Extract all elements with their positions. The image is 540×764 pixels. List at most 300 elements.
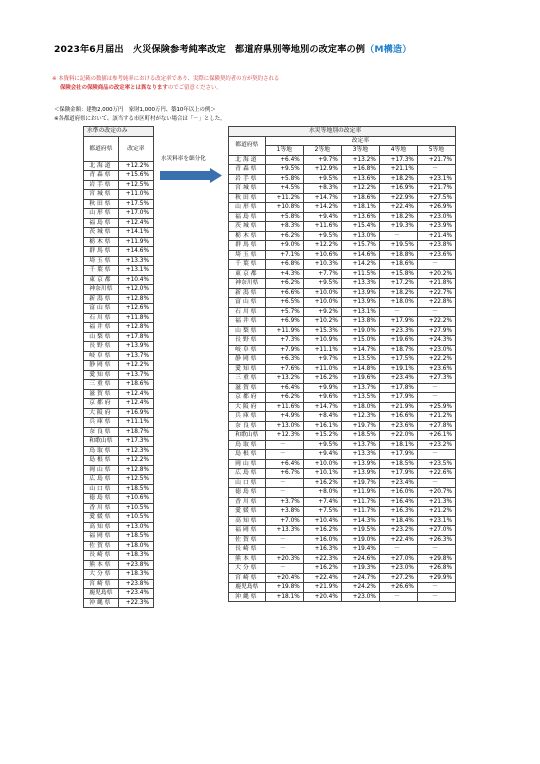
grade-rate-cell: +13.6% — [341, 174, 379, 184]
pref-cell: 大阪府 — [229, 402, 266, 412]
grade-rate-cell: +23.4% — [379, 374, 417, 384]
base-rate-cell: +10.6% — [118, 494, 153, 504]
pref-cell: 栃木県 — [229, 231, 266, 241]
pref-cell: 北海道 — [84, 161, 119, 171]
pref-cell: 青森県 — [229, 165, 266, 175]
base-rate-cell: +22.3% — [118, 598, 153, 608]
grade-rate-cell: +13.1% — [341, 307, 379, 317]
grade-rate-cell: +17.2% — [379, 279, 417, 289]
grade-rate-cell: +7.5% — [303, 507, 341, 517]
grade-rate-cell: +13.9% — [341, 459, 379, 469]
grade-rate-cell: +16.0% — [379, 488, 417, 498]
grade-rate-cell: － — [417, 260, 455, 270]
right-col-pref: 都道府県 — [229, 136, 266, 155]
base-rate-cell: +12.3% — [118, 446, 153, 456]
grade-rate-cell: +18.7% — [379, 345, 417, 355]
grade-rate-cell: +20.4% — [265, 573, 303, 583]
grade-rate-cell: +23.1% — [417, 516, 455, 526]
grade-rate-cell: +13.3% — [265, 526, 303, 536]
table-row — [84, 332, 154, 342]
grade-rate-cell: +11.5% — [341, 269, 379, 279]
table-row — [229, 317, 456, 327]
grade-rate-cell: +19.6% — [379, 336, 417, 346]
grade-rate-cell: +25.9% — [417, 402, 455, 412]
grade-rate-cell: +10.0% — [303, 298, 341, 308]
grade-rate-cell: +16.6% — [379, 412, 417, 422]
grade-rate-cell: +9.9% — [303, 383, 341, 393]
pref-cell: 長崎県 — [229, 545, 266, 555]
grade-header: 4等地 — [379, 146, 417, 156]
grade-rate-cell: +22.4% — [303, 573, 341, 583]
grade-rate-cell: +6.6% — [265, 288, 303, 298]
grade-rate-cell: － — [265, 535, 303, 545]
grade-rate-cell: +11.0% — [303, 364, 341, 374]
pref-cell: 山梨県 — [84, 332, 119, 342]
table-row — [84, 399, 154, 409]
grade-rate-cell: +6.7% — [265, 469, 303, 479]
pref-cell: 和歌山県 — [229, 431, 266, 441]
grade-rate-cell: +6.2% — [265, 231, 303, 241]
pref-cell: 福井県 — [229, 317, 266, 327]
pref-cell: 兵庫県 — [84, 418, 119, 428]
table-row — [229, 469, 456, 479]
pref-cell: 岡山県 — [229, 459, 266, 469]
grade-rate-cell: +11.2% — [265, 193, 303, 203]
right-table-caption: 水災等地別の改定率 — [229, 127, 456, 137]
table-row — [84, 589, 154, 599]
table-row — [229, 355, 456, 365]
grade-rate-cell: +9.5% — [303, 174, 341, 184]
grade-rate-cell: +20.3% — [265, 554, 303, 564]
table-row — [84, 161, 154, 171]
grade-rate-cell: +22.3% — [303, 554, 341, 564]
grade-rate-cell: +13.7% — [341, 383, 379, 393]
grade-rate-cell: +10.2% — [303, 317, 341, 327]
grade-rate-cell: +19.0% — [341, 326, 379, 336]
table-row — [84, 532, 154, 542]
note-rest: のでご留意ください。 — [167, 85, 222, 91]
grade-rate-cell: +23.0% — [417, 345, 455, 355]
pref-cell: 島根県 — [84, 456, 119, 466]
grade-rate-cell: +22.0% — [379, 431, 417, 441]
grade-rate-cell: +23.4% — [379, 478, 417, 488]
table-row — [229, 545, 456, 555]
table-row — [229, 336, 456, 346]
grade-rate-cell: +9.6% — [303, 393, 341, 403]
grade-rate-cell: +26.1% — [417, 431, 455, 441]
grade-header: 1等地 — [265, 146, 303, 156]
note-line-2 — [60, 83, 222, 91]
grade-rate-cell: +7.0% — [265, 516, 303, 526]
grade-rate-cell: +13.3% — [341, 279, 379, 289]
pref-cell: 福井県 — [84, 323, 119, 333]
table-row — [229, 326, 456, 336]
right-arrow-icon — [160, 168, 222, 183]
base-rate-cell: +12.4% — [118, 389, 153, 399]
grade-rate-cell: +6.2% — [265, 393, 303, 403]
base-rate-cell: +12.5% — [118, 475, 153, 485]
grade-rate-cell: +13.5% — [341, 355, 379, 365]
grade-rate-cell: +22.2% — [417, 317, 455, 327]
table-row — [84, 361, 154, 371]
grade-rate-cell: +11.7% — [341, 507, 379, 517]
grade-rate-cell: +16.3% — [379, 507, 417, 517]
grade-rate-cell: +18.5% — [341, 431, 379, 441]
pref-cell: 東京都 — [84, 275, 119, 285]
pref-cell: 大分県 — [229, 564, 266, 574]
base-rate-cell: +12.2% — [118, 161, 153, 171]
grade-rate-cell: +11.9% — [341, 488, 379, 498]
table-row — [229, 307, 456, 317]
grade-rate-cell: +27.0% — [417, 526, 455, 536]
grade-rate-cell: +14.8% — [341, 364, 379, 374]
grade-rate-cell: +7.9% — [265, 345, 303, 355]
left-col-pref: 都道府県 — [84, 136, 119, 161]
grade-rate-cell: +21.8% — [417, 279, 455, 289]
grade-rate-cell: +11.9% — [265, 326, 303, 336]
table-row — [229, 212, 456, 222]
grade-rate-cell: +16.8% — [341, 165, 379, 175]
grade-rate-cell: +7.7% — [303, 269, 341, 279]
grade-rate-cell: +9.5% — [303, 440, 341, 450]
grade-rate-cell: +17.9% — [379, 469, 417, 479]
table-row — [229, 592, 456, 602]
table-row — [229, 583, 456, 593]
pref-cell: 愛知県 — [229, 364, 266, 374]
table-row — [229, 193, 456, 203]
base-rate-cell: +12.0% — [118, 285, 153, 295]
grade-rate-cell: +21.7% — [417, 184, 455, 194]
table-row — [84, 285, 154, 295]
table-row — [84, 427, 154, 437]
base-rate-cell: +23.8% — [118, 560, 153, 570]
table-row — [84, 570, 154, 580]
table-row — [84, 180, 154, 190]
pref-cell: 長崎県 — [84, 551, 119, 561]
base-rate-cell: +17.0% — [118, 209, 153, 219]
grade-rate-cell: +23.0% — [417, 212, 455, 222]
table-row — [84, 190, 154, 200]
table-row — [229, 554, 456, 564]
grade-header: 5等地 — [417, 146, 455, 156]
grade-rate-cell: +27.8% — [417, 421, 455, 431]
pref-cell: 山形県 — [229, 203, 266, 213]
grade-rate-cell: +21.1% — [379, 165, 417, 175]
grade-rate-cell: +24.6% — [341, 554, 379, 564]
table-row — [84, 313, 154, 323]
pref-cell: 佐賀県 — [84, 541, 119, 551]
pref-cell: 香川県 — [84, 503, 119, 513]
page-title — [54, 41, 412, 55]
grade-rate-cell: +9.5% — [265, 165, 303, 175]
grade-rate-cell: +19.4% — [341, 545, 379, 555]
pref-cell: 愛知県 — [84, 370, 119, 380]
pref-cell: 岐阜県 — [84, 351, 119, 361]
pref-cell: 群馬県 — [229, 241, 266, 251]
pref-cell: 青森県 — [84, 171, 119, 181]
grade-rate-cell: +20.7% — [417, 488, 455, 498]
grade-rate-cell: +18.4% — [379, 516, 417, 526]
base-rate-cell: +18.6% — [118, 380, 153, 390]
base-rate-table — [83, 126, 154, 608]
grade-rate-cell: － — [265, 564, 303, 574]
table-row — [84, 304, 154, 314]
grade-rate-cell: +22.6% — [417, 469, 455, 479]
grade-rate-cell: +15.2% — [303, 431, 341, 441]
grade-rate-cell: +7.3% — [265, 336, 303, 346]
grade-rate-cell: +13.3% — [341, 450, 379, 460]
table-row — [84, 256, 154, 266]
base-rate-cell: +12.5% — [118, 180, 153, 190]
pref-cell: 高知県 — [229, 516, 266, 526]
grade-rate-cell: +17.5% — [379, 355, 417, 365]
table-row — [229, 497, 456, 507]
table-row — [229, 440, 456, 450]
pref-cell: 徳島県 — [84, 494, 119, 504]
grade-rate-cell: +22.4% — [379, 203, 417, 213]
grade-rate-cell: +19.5% — [341, 526, 379, 536]
grade-rate-cell: +19.7% — [341, 421, 379, 431]
grade-rate-cell: +22.2% — [417, 355, 455, 365]
pref-cell: 千葉県 — [84, 266, 119, 276]
grade-rate-cell: +14.7% — [303, 193, 341, 203]
table-row — [84, 446, 154, 456]
pref-cell: 兵庫県 — [229, 412, 266, 422]
grade-rate-cell: +22.4% — [379, 535, 417, 545]
pref-cell: 沖縄県 — [84, 598, 119, 608]
grade-rate-cell: +23.5% — [417, 459, 455, 469]
base-rate-cell: +18.5% — [118, 484, 153, 494]
grade-rate-cell: +21.4% — [417, 231, 455, 241]
table-row — [229, 165, 456, 175]
pref-cell: 徳島県 — [229, 488, 266, 498]
grade-rate-cell: +13.9% — [341, 469, 379, 479]
grade-rate-cell: +13.0% — [341, 231, 379, 241]
grade-rate-cell: － — [417, 393, 455, 403]
grade-rate-cell: +14.2% — [341, 260, 379, 270]
base-rate-cell: +13.0% — [118, 522, 153, 532]
grade-rate-cell: +18.2% — [379, 288, 417, 298]
base-rate-cell: +14.1% — [118, 228, 153, 238]
pref-cell: 沖縄県 — [229, 592, 266, 602]
table-row — [229, 241, 456, 251]
grade-rate-cell: － — [417, 545, 455, 555]
grade-rate-cell: +22.8% — [417, 298, 455, 308]
table-row — [84, 294, 154, 304]
grade-rate-cell: +20.2% — [417, 269, 455, 279]
pref-cell: 東京都 — [229, 269, 266, 279]
pref-cell: 香川県 — [229, 497, 266, 507]
grade-rate-cell: +6.4% — [265, 459, 303, 469]
grade-rate-cell: +29.8% — [417, 554, 455, 564]
table-row — [84, 437, 154, 447]
grade-rate-cell: +19.3% — [379, 222, 417, 232]
base-rate-cell: +18.3% — [118, 551, 153, 561]
grade-rate-cell: +26.6% — [379, 583, 417, 593]
base-rate-cell: +12.4% — [118, 218, 153, 228]
grade-rate-cell: +19.1% — [379, 364, 417, 374]
base-rate-cell: +12.2% — [118, 361, 153, 371]
grade-rate-cell: +26.9% — [417, 203, 455, 213]
grade-rate-cell: +13.7% — [341, 440, 379, 450]
grade-rate-cell: +4.3% — [265, 269, 303, 279]
grade-rate-cell: +11.1% — [303, 345, 341, 355]
grade-rate-cell: +16.2% — [303, 374, 341, 384]
grade-rate-cell: +17.8% — [379, 383, 417, 393]
grade-rate-cell: － — [417, 583, 455, 593]
pref-cell: 静岡県 — [84, 361, 119, 371]
base-rate-cell: +16.9% — [118, 408, 153, 418]
table-row — [84, 579, 154, 589]
grade-rate-cell: +4.9% — [265, 412, 303, 422]
table-row — [229, 516, 456, 526]
left-table-caption: 水準の改定のみ — [84, 127, 154, 137]
grade-rate-cell: +21.3% — [417, 497, 455, 507]
grade-rate-cell: +9.5% — [303, 231, 341, 241]
grade-rate-cell: +23.2% — [379, 526, 417, 536]
grade-rate-cell: +15.4% — [341, 222, 379, 232]
grade-rate-cell: － — [379, 307, 417, 317]
grade-rate-cell: － — [265, 478, 303, 488]
pref-cell: 鳥取県 — [84, 446, 119, 456]
table-row — [84, 199, 154, 209]
pref-cell: 高知県 — [84, 522, 119, 532]
grade-rate-cell: +21.9% — [303, 583, 341, 593]
grade-rate-cell: +21.7% — [417, 155, 455, 165]
pref-cell: 埼玉県 — [229, 250, 266, 260]
grade-rate-cell: +17.9% — [379, 450, 417, 460]
grade-rate-cell: +13.9% — [341, 298, 379, 308]
grade-rate-cell: +17.9% — [379, 317, 417, 327]
grade-rate-cell: +14.6% — [341, 250, 379, 260]
table-row — [229, 564, 456, 574]
table-row — [84, 389, 154, 399]
table-row — [84, 456, 154, 466]
table-row — [229, 383, 456, 393]
table-row — [84, 484, 154, 494]
base-rate-cell: +18.7% — [118, 427, 153, 437]
pref-cell: 奈良県 — [84, 427, 119, 437]
grade-rate-cell: +24.3% — [417, 336, 455, 346]
pref-cell: 三重県 — [229, 374, 266, 384]
pref-cell: 三重県 — [84, 380, 119, 390]
base-rate-cell: +12.8% — [118, 465, 153, 475]
grade-rate-cell: +27.9% — [417, 326, 455, 336]
pref-cell: 愛媛県 — [229, 507, 266, 517]
grade-rate-cell: +23.0% — [341, 592, 379, 602]
grade-rate-cell: － — [417, 383, 455, 393]
grade-rate-cell: +20.4% — [303, 592, 341, 602]
grade-rate-cell: +26.8% — [417, 564, 455, 574]
grade-rate-cell: +13.2% — [265, 374, 303, 384]
grade-rate-cell: － — [417, 478, 455, 488]
grade-rate-cell: +24.2% — [341, 583, 379, 593]
grade-rate-cell: +16.1% — [303, 421, 341, 431]
grade-rate-cell: +21.9% — [379, 402, 417, 412]
grade-rate-cell: － — [417, 307, 455, 317]
grade-rate-cell: +18.6% — [341, 193, 379, 203]
table-row — [84, 342, 154, 352]
note-bold: 保険会社の保険商品の改定率とは異なります — [60, 85, 168, 91]
pref-cell: 石川県 — [229, 307, 266, 317]
grade-rate-cell: +19.7% — [341, 478, 379, 488]
pref-cell: 滋賀県 — [84, 389, 119, 399]
grade-header: 2等地 — [303, 146, 341, 156]
table-row — [84, 513, 154, 523]
pref-cell: 長野県 — [229, 336, 266, 346]
grade-rate-cell: +18.0% — [341, 402, 379, 412]
table-row — [84, 598, 154, 608]
pref-cell: 山口県 — [84, 484, 119, 494]
grade-rate-cell: +21.2% — [417, 507, 455, 517]
grade-rate-cell: +27.3% — [417, 374, 455, 384]
grade-rate-cell: － — [265, 450, 303, 460]
pref-cell: 宮城県 — [84, 190, 119, 200]
base-rate-cell: +15.6% — [118, 171, 153, 181]
grade-rate-cell: +6.9% — [265, 317, 303, 327]
grade-rate-cell: +8.4% — [303, 412, 341, 422]
grade-rate-cell: +29.9% — [417, 573, 455, 583]
title-main: 2023年6月届出 火災保険参考純率改定 都道府県別等地別の改定率の例 — [54, 44, 366, 55]
grade-rate-cell: +16.3% — [303, 545, 341, 555]
grade-rate-cell: － — [417, 165, 455, 175]
base-rate-cell: +12.8% — [118, 323, 153, 333]
grade-rate-cell: +14.7% — [341, 345, 379, 355]
pref-cell: 新潟県 — [84, 294, 119, 304]
base-rate-cell: +17.5% — [118, 199, 153, 209]
right-col-rate: 改定率 — [265, 136, 455, 146]
grade-rate-cell: +16.4% — [379, 497, 417, 507]
table-row — [229, 345, 456, 355]
pref-cell: 岩手県 — [229, 174, 266, 184]
table-row — [84, 247, 154, 257]
pref-cell: 静岡県 — [229, 355, 266, 365]
grade-rate-cell: +15.0% — [341, 336, 379, 346]
table-row — [84, 408, 154, 418]
pref-cell: 茨城県 — [84, 228, 119, 238]
table-row — [229, 459, 456, 469]
pref-cell: 岩手県 — [84, 180, 119, 190]
grade-rate-cell: +13.2% — [341, 155, 379, 165]
table-row — [229, 488, 456, 498]
grade-rate-cell: +18.8% — [379, 250, 417, 260]
grade-rate-cell: +17.3% — [379, 155, 417, 165]
grade-rate-cell: +23.0% — [379, 564, 417, 574]
pref-cell: 大阪府 — [84, 408, 119, 418]
grade-rate-cell: +6.4% — [265, 383, 303, 393]
table-row — [229, 374, 456, 384]
grade-rate-cell: +11.7% — [341, 497, 379, 507]
grade-rate-cell: +8.3% — [265, 222, 303, 232]
table-row — [84, 228, 154, 238]
base-rate-cell: +18.3% — [118, 570, 153, 580]
grade-rate-cell: +19.6% — [341, 374, 379, 384]
grade-rate-cell: － — [417, 592, 455, 602]
grade-rate-cell: +6.4% — [265, 155, 303, 165]
pref-cell: 山形県 — [84, 209, 119, 219]
pref-cell: 富山県 — [84, 304, 119, 314]
grade-rate-cell: +19.5% — [379, 241, 417, 251]
base-rate-cell: +10.5% — [118, 503, 153, 513]
grade-rate-cell: +12.2% — [341, 184, 379, 194]
title-accent: （M構造） — [365, 44, 412, 55]
grade-rate-cell: +5.8% — [265, 212, 303, 222]
grade-rate-cell: +15.3% — [303, 326, 341, 336]
grade-rate-cell: +27.2% — [379, 573, 417, 583]
pref-cell: 神奈川県 — [229, 279, 266, 289]
table-row — [229, 431, 456, 441]
base-rate-cell: +18.5% — [118, 532, 153, 542]
